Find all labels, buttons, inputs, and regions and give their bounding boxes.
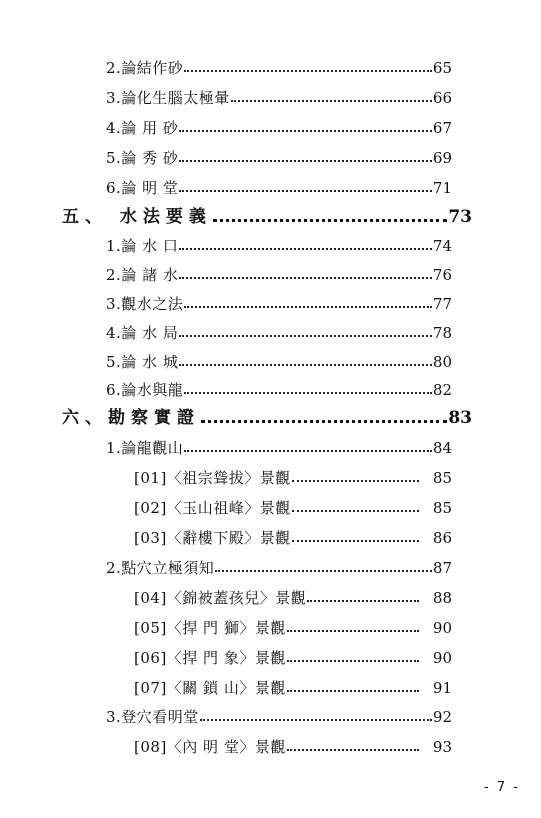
dot-leader bbox=[287, 630, 419, 632]
dot-leader bbox=[179, 130, 432, 132]
toc-entry-page: 65 bbox=[432, 59, 452, 77]
dot-leader bbox=[200, 719, 432, 721]
toc-entry bbox=[106, 323, 452, 343]
toc-entry-label: 2.論 諸 水 bbox=[106, 266, 179, 284]
toc-entry bbox=[106, 558, 452, 578]
toc-subentry-label: [05]〈捍 門 獅〉景觀 bbox=[134, 619, 286, 637]
toc-entry bbox=[106, 58, 452, 78]
toc-entry-label: 1.論龍觀山 bbox=[106, 439, 184, 457]
dot-leader bbox=[179, 160, 432, 162]
toc-subentry bbox=[134, 618, 452, 638]
toc-entry-page: 82 bbox=[432, 381, 452, 399]
toc-section-label: 六、勘察實證 bbox=[62, 408, 200, 428]
dot-leader bbox=[215, 570, 432, 572]
toc-entry bbox=[106, 294, 452, 314]
toc-subentry bbox=[134, 528, 452, 548]
toc-subentry bbox=[134, 588, 452, 608]
toc-entry-label: 5.論 秀 砂 bbox=[106, 149, 179, 167]
toc-subentry-label: [03]〈辭樓下殿〉景觀 bbox=[134, 529, 291, 547]
toc-entry-page: 77 bbox=[432, 295, 452, 313]
page-number: - 7 - bbox=[484, 780, 520, 795]
toc-entry-page: 74 bbox=[432, 237, 452, 255]
toc-subentry-page: 90 bbox=[432, 649, 452, 667]
toc-entry-label: 5.論 水 城 bbox=[106, 353, 179, 371]
dot-leader bbox=[287, 690, 419, 692]
toc-entry bbox=[106, 178, 452, 198]
toc-entry-label: 3.論化生腦太極暈 bbox=[106, 89, 230, 107]
toc-entry-label: 1.論 水 口 bbox=[106, 237, 179, 255]
dot-leader bbox=[307, 600, 419, 602]
toc-subentry-label: [08]〈內 明 堂〉景觀 bbox=[134, 738, 286, 756]
toc-subentry-label: [07]〈關 鎖 山〉景觀 bbox=[134, 679, 286, 697]
dot-leader bbox=[201, 420, 447, 423]
dot-leader bbox=[287, 660, 419, 662]
toc-subentry-page: 91 bbox=[432, 679, 452, 697]
toc-entry-label: 6.論 明 堂 bbox=[106, 179, 179, 197]
toc-section-heading bbox=[62, 206, 472, 228]
toc-entry-page: 92 bbox=[432, 708, 452, 726]
toc-entry-page: 76 bbox=[432, 266, 452, 284]
toc-subentry bbox=[134, 737, 452, 757]
toc-entry bbox=[106, 707, 452, 727]
toc-subentry bbox=[134, 678, 452, 698]
toc-subentry-page: 86 bbox=[432, 529, 452, 547]
dot-leader bbox=[184, 450, 432, 452]
dot-leader bbox=[179, 335, 432, 337]
dot-leader bbox=[292, 480, 419, 482]
toc-entry-page: 80 bbox=[432, 353, 452, 371]
dot-leader bbox=[184, 70, 432, 72]
toc-entry-label: 2.論結作砂 bbox=[106, 59, 184, 77]
toc-entry-page: 69 bbox=[432, 149, 452, 167]
toc-subentry-page: 90 bbox=[432, 619, 452, 637]
dot-leader bbox=[184, 392, 432, 394]
toc-subentry-page: 93 bbox=[432, 738, 452, 756]
dot-leader bbox=[292, 540, 419, 542]
toc-section-heading bbox=[62, 407, 472, 429]
toc-subentry-label: [01]〈祖宗聳拔〉景觀 bbox=[134, 469, 291, 487]
toc-subentry-label: [02]〈玉山祖峰〉景觀 bbox=[134, 499, 291, 517]
toc-section-label: 五、 水法要義 bbox=[62, 207, 212, 227]
dot-leader bbox=[179, 248, 432, 250]
dot-leader bbox=[179, 277, 432, 279]
dot-leader bbox=[179, 364, 432, 366]
toc-subentry bbox=[134, 468, 452, 488]
toc-section-page: 83 bbox=[448, 408, 472, 428]
toc-entry-page: 78 bbox=[432, 324, 452, 342]
toc-entry-label: 3.登穴看明堂 bbox=[106, 708, 199, 726]
dot-leader bbox=[213, 219, 447, 222]
dot-leader bbox=[287, 749, 419, 751]
dot-leader bbox=[179, 190, 432, 192]
toc-entry bbox=[106, 380, 452, 400]
toc-subentry bbox=[134, 648, 452, 668]
toc-entry-page: 84 bbox=[432, 439, 452, 457]
toc-entry bbox=[106, 352, 452, 372]
toc-subentry bbox=[134, 498, 452, 518]
toc-section-page: 73 bbox=[448, 207, 472, 227]
toc-entry bbox=[106, 236, 452, 256]
toc-entry bbox=[106, 118, 452, 138]
toc-entry bbox=[106, 148, 452, 168]
toc-entry-label: 3.觀水之法 bbox=[106, 295, 184, 313]
toc-entry-page: 67 bbox=[432, 119, 452, 137]
toc-entry-page: 87 bbox=[432, 559, 452, 577]
toc-subentry-label: [04]〈錦被蓋孩兒〉景觀 bbox=[134, 589, 307, 607]
toc-entry bbox=[106, 265, 452, 285]
toc-entry-label: 4.論 用 砂 bbox=[106, 119, 179, 137]
dot-leader bbox=[292, 510, 419, 512]
toc-subentry-page: 88 bbox=[432, 589, 452, 607]
toc-subentry-label: [06]〈捍 門 象〉景觀 bbox=[134, 649, 286, 667]
dot-leader bbox=[184, 306, 432, 308]
toc-subentry-page: 85 bbox=[432, 469, 452, 487]
toc-entry-page: 71 bbox=[432, 179, 452, 197]
toc-entry-label: 2.點穴立極須知 bbox=[106, 559, 215, 577]
toc-entry bbox=[106, 438, 452, 458]
toc-entry-page: 66 bbox=[432, 89, 452, 107]
toc-entry-label: 4.論 水 局 bbox=[106, 324, 179, 342]
toc-entry-label: 6.論水與龍 bbox=[106, 381, 184, 399]
toc-entry bbox=[106, 88, 452, 108]
dot-leader bbox=[231, 100, 432, 102]
toc-subentry-page: 85 bbox=[432, 499, 452, 517]
